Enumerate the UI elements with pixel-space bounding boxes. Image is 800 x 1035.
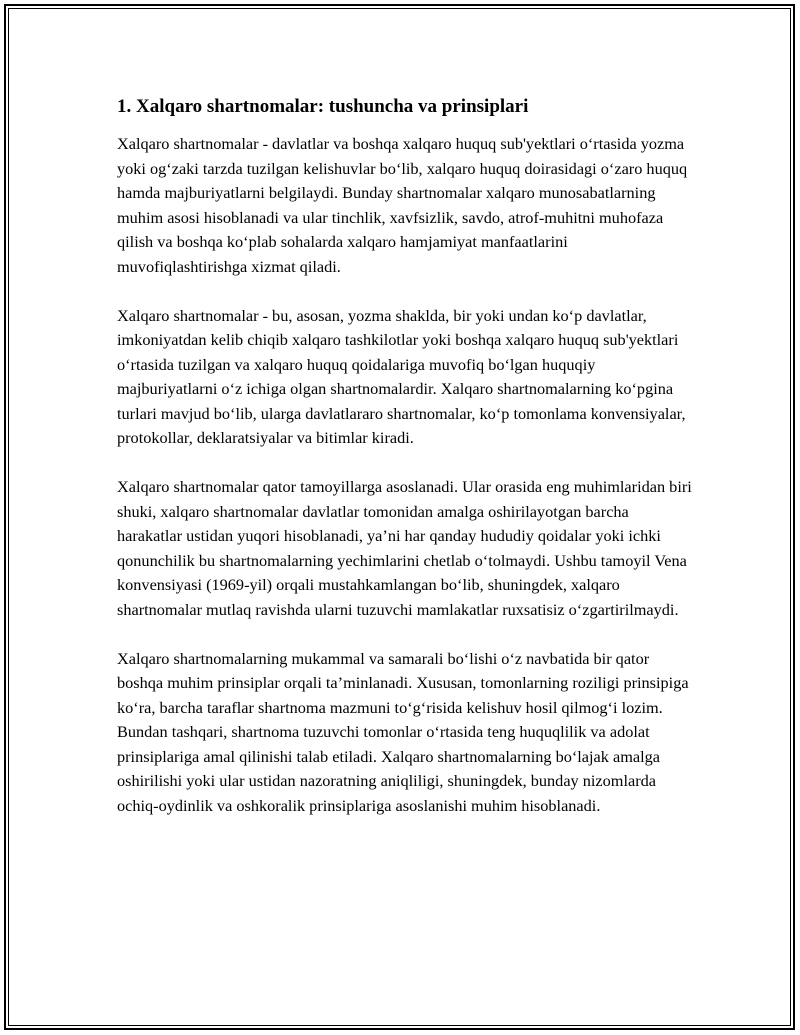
document-body: [117, 94, 692, 843]
paragraph-4: Xalqaro shartnomalarning mukammal va samarali bo‘lishi o‘z navbatida bir qator boshqa muhim prinsiplar orqali ta’minlanadi. Xususan, tomonlarning roziligi prinsipiga ko‘ra, barcha taraflar shartnoma mazmuni to‘g‘risida kelishuv hosil qilmog‘i lozim. Bundan tashqari, shartnoma tuzuvchi tomonlar o‘rtasida teng huquqlilik va adolat prinsiplariga amal qilinishi talab etiladi. Xalqaro shartnomalarning bo‘lajak amalga oshirilishi yoki ular ustidan nazoratning aniqliligi, shuningdek, bunday nizomlarda ochiq-oydinlik va oshkoralik prinsiplariga asoslanishi muhim hisoblanadi.: [117, 648, 689, 815]
paragraph-1: Xalqaro shartnomalar - davlatlar va boshqa xalqaro huquq sub'yektlari o‘rtasida yozma yoki og‘zaki tarzda tuzilgan kelishuvlar bo‘lib, xalqaro huquq doirasidagi o‘zaro huquq hamda majburiyatlarni belgilaydi. Bunday shartnomalar xalqaro munosabatlarning muhim asosi hisoblanadi va ular tinchlik, xavfsizlik, savdo, atrof-muhitni muhofaza qilish va boshqa ko‘plab sohalarda xalqaro hamjamiyat manfaatlarini muvofiqlashtirishga xizmat qiladi.: [117, 134, 688, 276]
paragraph-2: Xalqaro shartnomalar - bu, asosan, yozma shaklda, bir yoki undan ko‘p davlatlar, imkoniyatdan kelib chiqib xalqaro tashkilotlar yoki boshqa xalqaro huquq sub'yektlari o‘rtasida tuzilgan va xalqaro huquq qoidalariga muvofiq bo‘lgan huquqiy majburiyatlarni o‘z ichiga olgan shartnomalardir. Xalqaro shartnomalarning ko‘pgina turlari mavjud bo‘lib, ularga davlatlararo shartnomalar, ko‘p tomonlama konvensiyalar, protokollar, deklaratsiyalar va bitimlar kiradi.: [117, 305, 686, 447]
paragraph-3: Xalqaro shartnomalar qator tamoyillarga asoslanadi. Ular orasida eng muhimlaridan biri shuki, xalqaro shartnomalar davlatlar tomonidan amalga oshirilayotgan barcha harakatlar ustidan yuqori hisoblanadi, ya’ni har qanday hududiy qoidalar yoki ichki qonunchilik bu shartnomalarning yechimlarini chetlab o‘tolmaydi. Ushbu tamoyil Vena konvensiyasi (1969-yil) orqali mustahkamlangan bo‘lib, shuningdek, xalqaro shartnomalar mutlaq ravishda ularni tuzuvchi mamlakatlar ruxsatisiz o‘zgartirilmaydi.: [117, 477, 692, 619]
section-heading: 1. Xalqaro shartnomalar: tushuncha va prinsiplari: [117, 96, 529, 117]
